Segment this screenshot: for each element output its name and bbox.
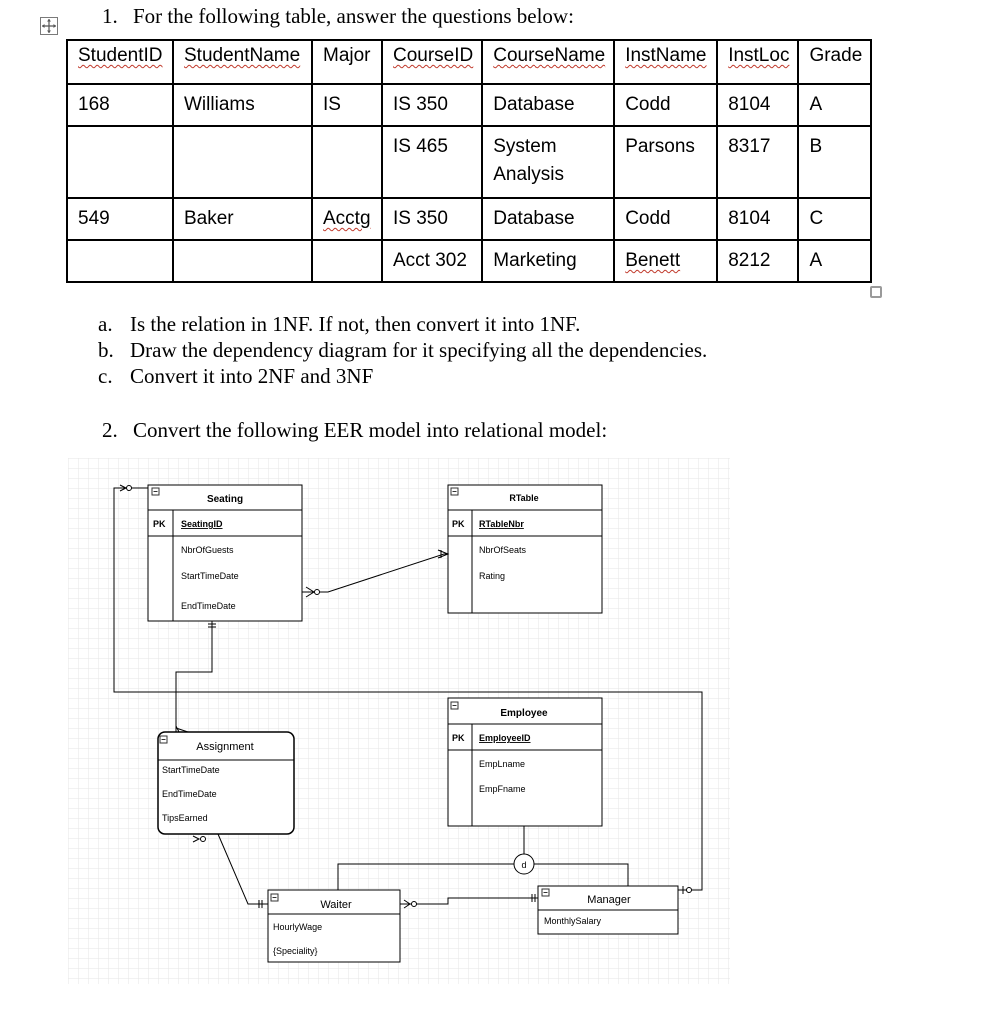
student-course-table [66, 39, 872, 283]
pk-label: PK [452, 519, 465, 529]
attribute: EmpLname [479, 759, 526, 769]
subquestion-list [98, 312, 707, 390]
entity-title: Waiter [320, 899, 352, 911]
table-cell [173, 240, 312, 282]
table-cell: A [798, 240, 871, 282]
entity-assignment [158, 732, 294, 834]
table-cell: Parsons [614, 126, 717, 198]
table-header-row [67, 40, 871, 84]
list-item: c. Convert it into 2NF and 3NF [98, 364, 374, 388]
table-cell: Marketing [482, 240, 614, 282]
pk-field: SeatingID [181, 519, 223, 529]
entity-title: Manager [587, 894, 631, 906]
question-2-prompt: Convert the following EER model into relational model: [133, 418, 608, 442]
question-2-number: 2. [102, 418, 118, 442]
move-icon [41, 18, 57, 34]
table-cell: C [798, 198, 871, 240]
table-cell: IS 350 [382, 198, 482, 240]
table-cell: Database [482, 84, 614, 126]
entity-waiter [268, 890, 400, 962]
attribute: HourlyWage [273, 922, 323, 932]
attribute: NbrOfGuests [181, 545, 234, 555]
table-cell [173, 126, 312, 198]
table-cell: 168 [67, 84, 173, 126]
table-cell [67, 126, 173, 198]
table-cell: 8104 [717, 84, 798, 126]
attribute: EmpFname [479, 784, 526, 794]
question-1-prompt: For the following table, answer the questions below: [133, 4, 574, 28]
header-major: Major [312, 40, 382, 84]
table-row [67, 240, 871, 282]
header-grade: Grade [798, 40, 871, 84]
table-cell [67, 240, 173, 282]
attribute: EndTimeDate [162, 789, 217, 799]
header-instname: InstName [614, 40, 717, 84]
table-cell: 8317 [717, 126, 798, 198]
header-studentid: StudentID [67, 40, 173, 84]
attribute: MonthlySalary [544, 916, 602, 926]
entity-manager [538, 886, 678, 934]
header-courseid: CourseID [382, 40, 482, 84]
table-row [67, 126, 871, 198]
header-coursename: CourseName [482, 40, 614, 84]
table-cell: Acctg [312, 198, 382, 240]
table-cell: 8104 [717, 198, 798, 240]
table-cell: B [798, 126, 871, 198]
table-resize-handle[interactable] [870, 286, 882, 298]
list-item: b. Draw the dependency diagram for it specifying all the dependencies. [98, 338, 708, 362]
table-cell: 549 [67, 198, 173, 240]
table-cell [312, 240, 382, 282]
table-cell: Williams [173, 84, 312, 126]
table-move-handle[interactable] [40, 17, 58, 35]
pk-label: PK [452, 733, 465, 743]
table-row [67, 198, 871, 240]
list-item: a. Is the relation in 1NF. If not, then convert it into 1NF. [98, 312, 581, 336]
attribute: StartTimeDate [181, 571, 239, 581]
attribute: NbrOfSeats [479, 545, 527, 555]
question-1-number: 1. [102, 4, 118, 28]
table-cell: 8212 [717, 240, 798, 282]
disjoint-symbol: d [521, 860, 527, 870]
table-cell: Codd [614, 198, 717, 240]
table-cell: Codd [614, 84, 717, 126]
table-cell: IS 350 [382, 84, 482, 126]
eer-diagram [68, 458, 730, 984]
header-instloc: InstLoc [717, 40, 798, 84]
entity-title: Employee [500, 708, 548, 719]
table-cell: Baker [173, 198, 312, 240]
entity-title: Seating [206, 494, 244, 505]
table-cell: Database [482, 198, 614, 240]
pk-field: RTableNbr [479, 519, 524, 529]
question-1 [102, 4, 574, 29]
pk-label: PK [153, 519, 166, 529]
attribute: StartTimeDate [162, 765, 220, 775]
table-cell [312, 126, 382, 198]
entity-employee [448, 698, 602, 826]
attribute: {Speciality} [273, 946, 318, 956]
table-cell: System Analysis [482, 126, 614, 198]
entity-title: RTable [509, 493, 539, 503]
table-cell: Benett [614, 240, 717, 282]
header-studentname: StudentName [173, 40, 312, 84]
question-2 [102, 418, 607, 443]
attribute: TipsEarned [162, 813, 208, 823]
entity-rtable [448, 485, 602, 613]
table-cell: A [798, 84, 871, 126]
entity-seating [148, 485, 302, 621]
table-cell: IS [312, 84, 382, 126]
table-cell: Acct 302 [382, 240, 482, 282]
entity-title: Assignment [196, 741, 254, 753]
table-row [67, 84, 871, 126]
table-cell: IS 465 [382, 126, 482, 198]
attribute: EndTimeDate [181, 601, 236, 611]
attribute: Rating [479, 571, 506, 581]
pk-field: EmployeeID [479, 733, 531, 743]
